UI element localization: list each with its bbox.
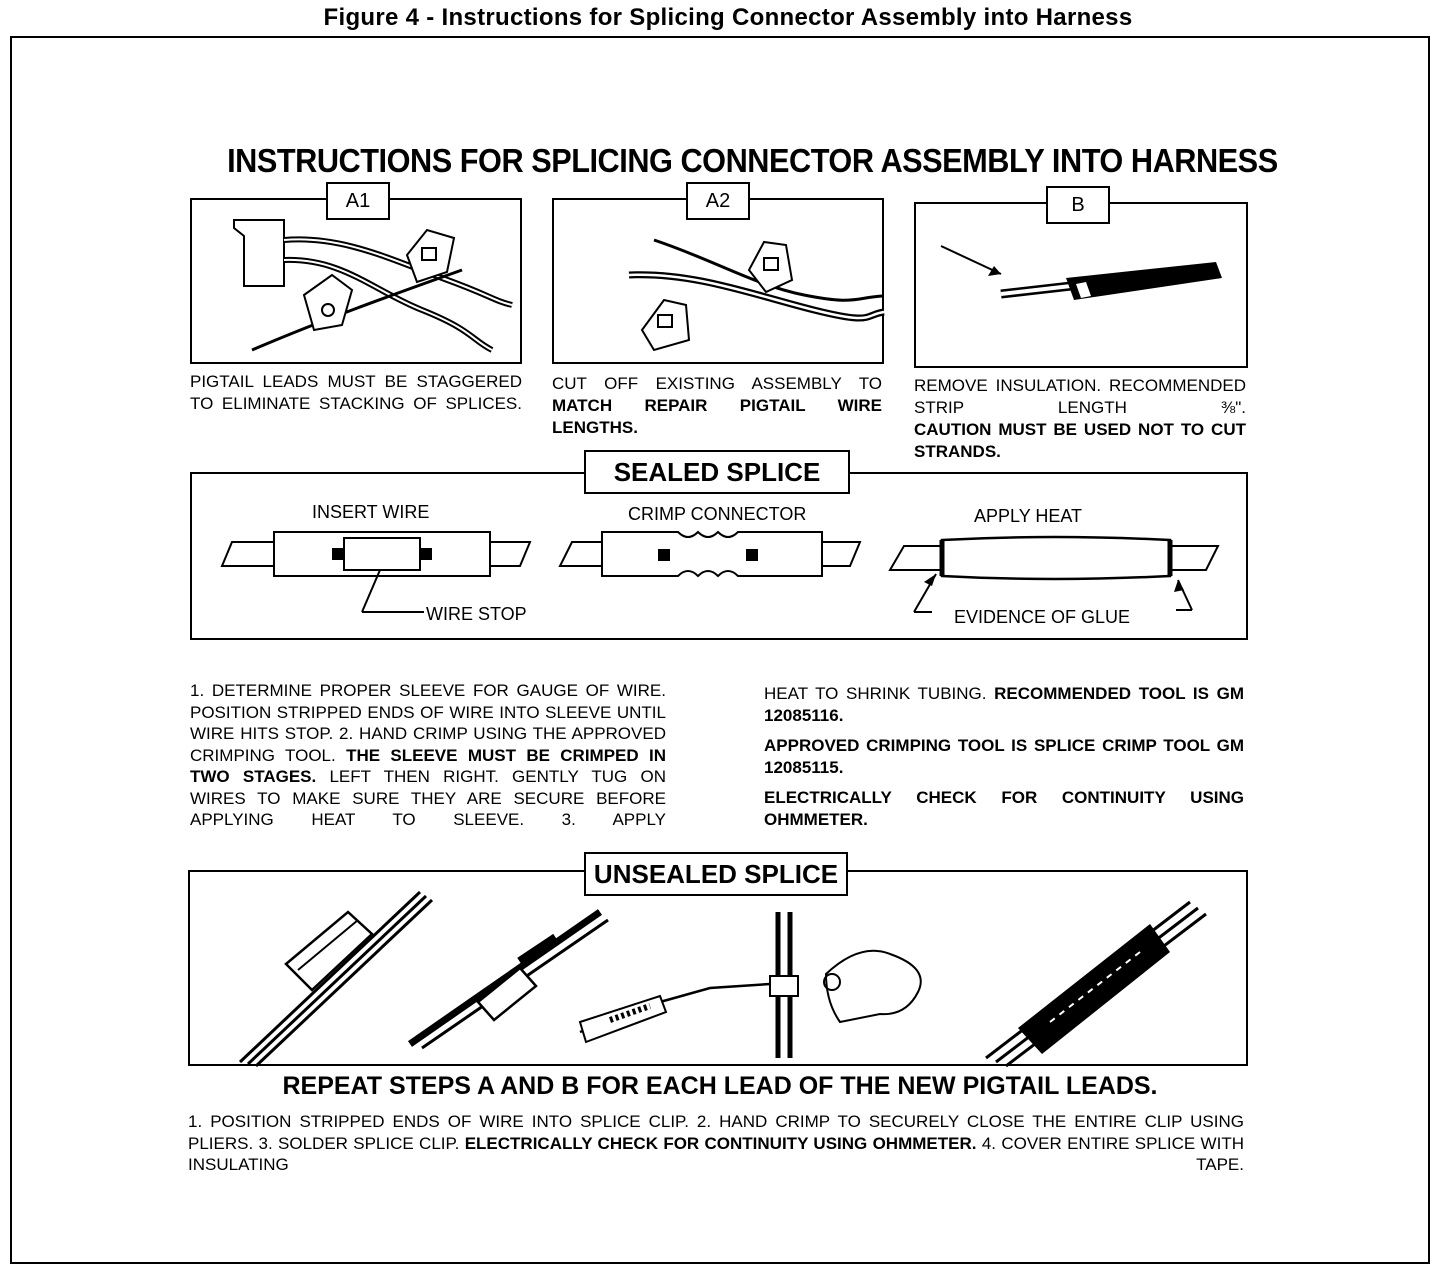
unsealed-instructions-end: 4. COVER ENTIRE SPLICE WITH INSULATING TAPE. xyxy=(188,1133,1244,1174)
step-b-caption xyxy=(914,375,1246,463)
main-heading: INSTRUCTIONS FOR SPLICING CONNECTOR ASSEMBLY INTO HARNESS xyxy=(227,142,1278,179)
step-b-panel xyxy=(914,202,1248,368)
unsealed-splice-title: UNSEALED SPLICE xyxy=(584,852,848,896)
insert-wire-label: INSERT WIRE xyxy=(312,502,430,522)
sealed-instructions-p2: LEFT THEN RIGHT. GENTLY TUG ON WIRES TO MAKE SURE THEY ARE SECURE BEFORE APPLYING HEAT TO SLEEVE. 3. APPLY xyxy=(190,767,666,829)
unsealed-splice-illustrations xyxy=(190,872,1250,1068)
step-a2-caption-bold: MATCH REPAIR PIGTAIL WIRE LENGTHS. xyxy=(552,396,882,437)
crimp-connector-illustration xyxy=(560,532,860,576)
step-a1-panel xyxy=(190,198,522,364)
step-a1-caption: PIGTAIL LEADS MUST BE STAGGERED TO ELIMINATE STACKING OF SPLICES. xyxy=(190,372,522,413)
staggered-pigtail-illustration xyxy=(192,200,524,366)
unsealed-instructions-bold: ELECTRICALLY CHECK FOR CONTINUITY USING OHMMETER. xyxy=(464,1133,977,1153)
sealed-splice-title: SEALED SPLICE xyxy=(584,450,850,494)
sleeve-insert-illustration xyxy=(222,532,530,612)
sealed-instructions-p1-bold: THE SLEEVE MUST BE CRIMPED IN TWO STAGES. xyxy=(190,745,666,786)
heat-instruction xyxy=(764,683,1244,726)
cut-assembly-illustration xyxy=(554,200,886,366)
step-a1-tag: A1 xyxy=(326,182,390,220)
apply-heat-label: APPLY HEAT xyxy=(974,506,1083,526)
strip-insulation-illustration xyxy=(916,204,1250,370)
step-a2-caption xyxy=(552,373,882,439)
evidence-of-glue-label: EVIDENCE OF GLUE xyxy=(954,607,1131,627)
wire-stop-label: WIRE STOP xyxy=(426,604,527,624)
sealed-instructions-p1: 1. DETERMINE PROPER SLEEVE FOR GAUGE OF WIRE. POSITION STRIPPED ENDS OF WIRE INTO SLEEVE UNTIL WIRE HITS STOP. 2. HAND CRIMP USING THE APPROVED CRIMPING TOOL. xyxy=(190,681,666,765)
soldering-illustration xyxy=(580,912,921,1058)
crimp-connector-label: CRIMP CONNECTOR xyxy=(628,504,807,524)
repeat-heading: REPEAT STEPS A AND B FOR EACH LEAD OF THE NEW PIGTAIL LEADS. xyxy=(282,1072,1158,1100)
taped-splice-illustration xyxy=(986,902,1206,1066)
unsealed-instructions xyxy=(188,1111,1244,1176)
step-b-tag: B xyxy=(1046,186,1110,224)
heat-instruction-bold: RECOMMENDED TOOL IS GM 12085116. xyxy=(764,684,1244,725)
heat-shrink-illustration xyxy=(890,537,1218,612)
step-a2-caption-normal: CUT OFF EXISTING ASSEMBLY TO xyxy=(552,374,882,393)
heat-instruction-normal: HEAT TO SHRINK TUBING. xyxy=(764,684,987,703)
sealed-instructions-left xyxy=(190,680,666,831)
splice-clip-illustration xyxy=(240,892,432,1066)
crimped-clip-illustration xyxy=(410,912,608,1048)
step-a2-panel xyxy=(552,198,884,364)
crimp-tool-instruction: APPROVED CRIMPING TOOL IS SPLICE CRIMP TOOL GM 12085115. xyxy=(764,736,1244,777)
step-b-caption-bold: CAUTION MUST BE USED NOT TO CUT STRANDS. xyxy=(914,420,1246,461)
figure-title: Figure 4 - Instructions for Splicing Connector Assembly into Harness xyxy=(323,4,1133,31)
continuity-instruction: ELECTRICALLY CHECK FOR CONTINUITY USING OHMMETER. xyxy=(764,788,1244,829)
step-b-caption-normal: REMOVE INSULATION. RECOMMENDED STRIP LENGTH ⅜". xyxy=(914,376,1246,417)
step-a2-tag: A2 xyxy=(686,182,750,220)
sealed-instructions-right xyxy=(764,683,1244,830)
unsealed-instructions-normal: 1. POSITION STRIPPED ENDS OF WIRE INTO SPLICE CLIP. 2. HAND CRIMP TO SECURELY CLOSE THE ENTIRE CLIP USING PLIERS. 3. SOLDER SPLICE CLIP. xyxy=(188,1112,1244,1153)
unsealed-splice-panel xyxy=(188,870,1248,1066)
